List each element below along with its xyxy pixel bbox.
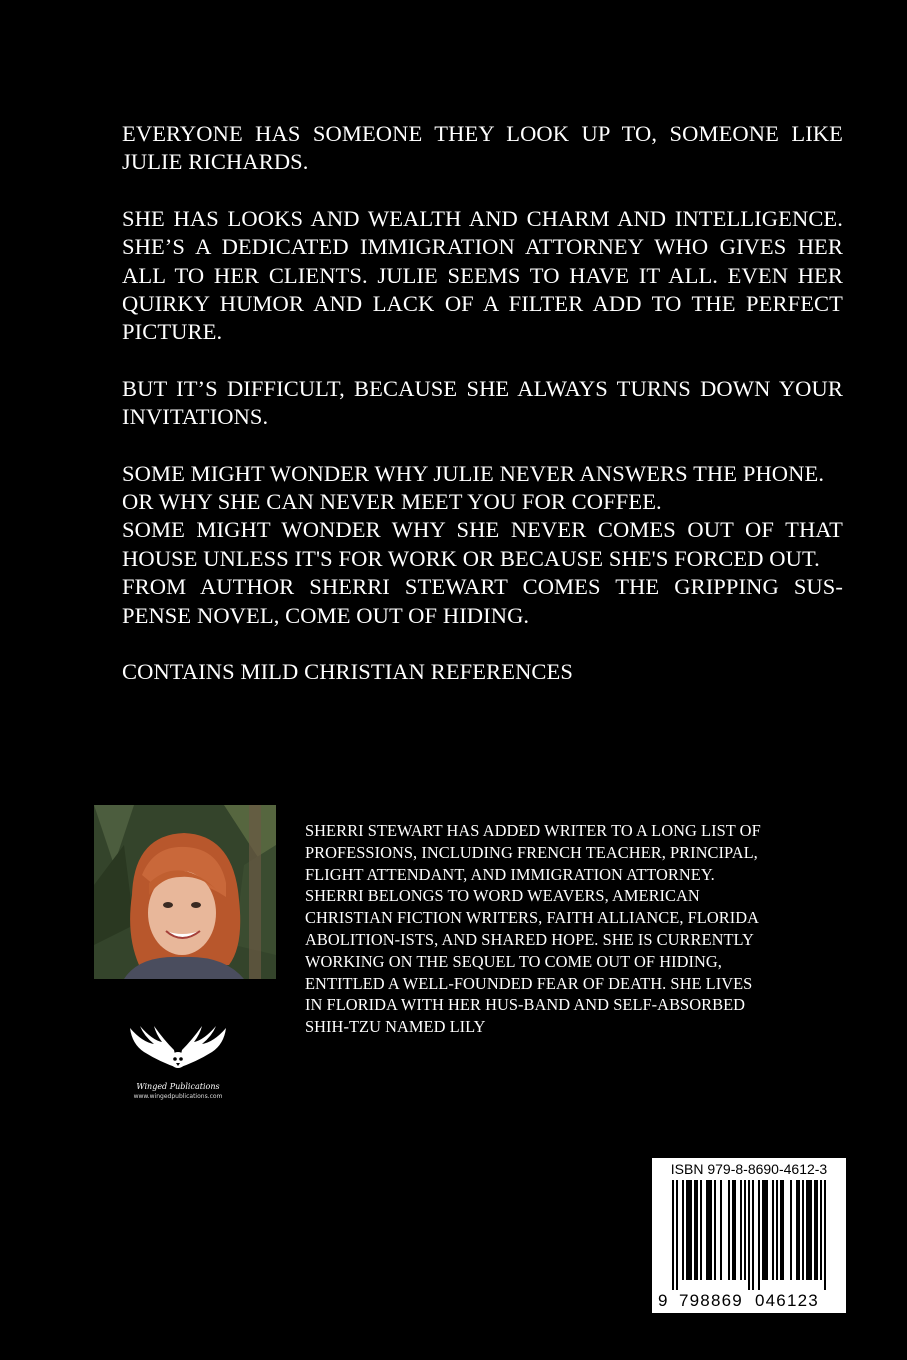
- barcode-bar: [706, 1180, 712, 1280]
- barcode-bar: [762, 1180, 768, 1280]
- blurb-line-house: SOME MIGHT WONDER WHY SHE NEVER COMES OUT OF THAT HOUSE UNLESS IT'S FOR WORK OR BECAUSE SHE'S FORCED OUT.: [122, 517, 843, 571]
- book-blurb: [122, 120, 843, 687]
- barcode-bar: [676, 1180, 678, 1290]
- barcode-bar: [772, 1180, 774, 1280]
- blurb-line-author: FROM AUTHOR SHERRI STEWART COMES THE GRIPPING SUS-PENSE NOVEL, COME OUT OF HIDING.: [122, 574, 843, 628]
- barcode-bar: [740, 1180, 742, 1280]
- isbn-label: ISBN 979-8-8690-4612-3: [670, 1161, 828, 1177]
- barcode-bar: [790, 1180, 792, 1280]
- barcode-bar: [820, 1180, 822, 1280]
- blurb-paragraph-2: SHE HAS LOOKS AND WEALTH AND CHARM AND INTELLIGENCE. SHE’S A DEDICATED IMMIGRATION ATTORNEY WHO GIVES HER ALL TO HER CLIENTS. JULIE SEEMS TO HAVE IT ALL. EVEN HER QUIRKY HUMOR AND LACK OF A FILTER ADD TO THE PERFECT PICTURE.: [122, 205, 843, 345]
- blurb-paragraph-3: BUT IT’S DIFFICULT, BECAUSE SHE ALWAYS TURNS DOWN YOUR INVITATIONS.: [122, 375, 843, 430]
- barcode-bar: [744, 1180, 746, 1280]
- barcode-bar: [694, 1180, 698, 1280]
- publisher-name: Winged Publications: [136, 1082, 220, 1091]
- winged-owl-logo-icon: [122, 1022, 234, 1082]
- author-bio: SHERRI STEWART HAS ADDED WRITER TO A LONG LIST OF PROFESSIONS, INCLUDING FRENCH TEACHER, PRINCIPAL, FLIGHT ATTENDANT, AND IMMIGRATION ATTORNEY. SHERRI BELONGS TO WORD WEAVERS, AMERICAN CHRISTIAN FICTION WRITERS, FAITH ALLIANCE, FLORIDA ABOLITION-ISTS, AND SHARED HOPE. SHE IS CURRENTLY WORKING ON THE SEQUEL TO COME OUT OF HIDING, ENTITLED A WELL-FOUNDED FEAR OF DEATH. SHE LIVES IN FLORIDA WITH HER HUS-BAND AND SELF-ABSORBED SHIH-TZU NAMED LILY: [305, 821, 761, 1037]
- blurb-line-phone: SOME MIGHT WONDER WHY JULIE NEVER ANSWERS THE PHONE.: [122, 460, 825, 486]
- barcode-bar: [752, 1180, 754, 1290]
- barcode-bar: [758, 1180, 760, 1290]
- barcode-bar: [682, 1180, 684, 1280]
- barcode-bar: [806, 1180, 812, 1280]
- publisher-logo: [122, 1022, 234, 1104]
- barcode-bar: [672, 1180, 674, 1290]
- author-photo: [94, 805, 276, 979]
- blurb-line-coffee: OR WHY SHE CAN NEVER MEET YOU FOR COFFEE.: [122, 489, 662, 515]
- barcode-bar: [796, 1180, 800, 1280]
- barcode-digits-right: 046123: [755, 1291, 819, 1310]
- publisher-url: www.wingedpublications.com: [133, 1093, 223, 1100]
- barcode-bar: [720, 1180, 722, 1280]
- barcode-bar: [780, 1180, 784, 1280]
- barcode-bar: [686, 1180, 692, 1280]
- barcode-bar: [700, 1180, 702, 1280]
- isbn-barcode: [652, 1158, 846, 1313]
- barcode-digit-first: 9: [658, 1291, 669, 1310]
- blurb-paragraph-1: EVERYONE HAS SOMEONE THEY LOOK UP TO, SOMEONE LIKE JULIE RICHARDS.: [122, 121, 843, 175]
- barcode-bar: [802, 1180, 804, 1280]
- barcode-bar: [776, 1180, 778, 1280]
- barcode-bar: [748, 1180, 750, 1290]
- barcode-bar: [824, 1180, 826, 1290]
- barcode-digits-left: 798869: [679, 1291, 743, 1310]
- barcode-bar: [732, 1180, 736, 1280]
- author-portrait-illustration: [94, 805, 276, 979]
- barcode-bar: [728, 1180, 730, 1280]
- barcode-bar: [814, 1180, 818, 1280]
- barcode-bar: [714, 1180, 716, 1280]
- barcode-bars: [672, 1180, 828, 1290]
- content-note: CONTAINS MILD CHRISTIAN REFERENCES: [122, 659, 573, 685]
